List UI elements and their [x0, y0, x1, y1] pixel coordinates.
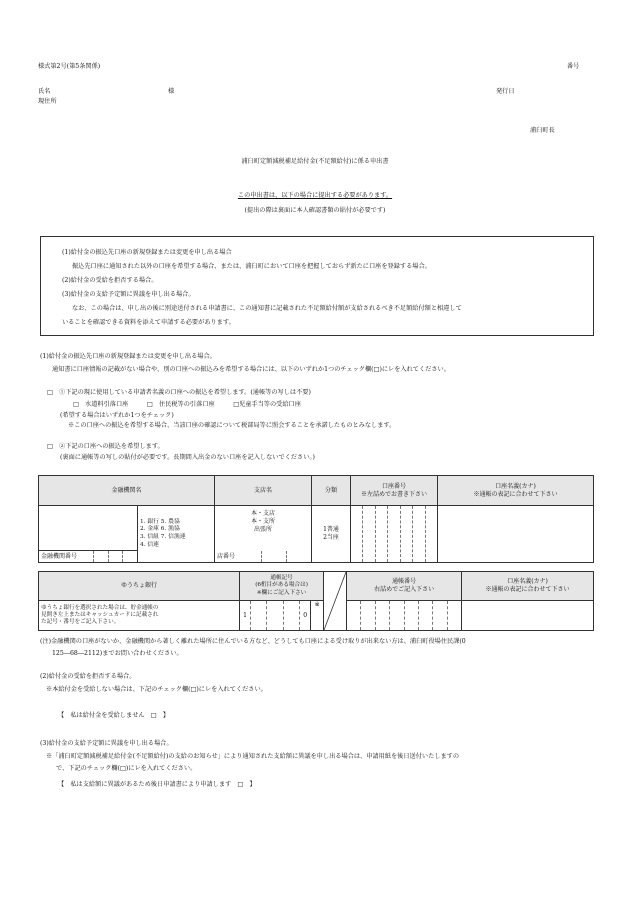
notice-line-5: なお、この場合は、申し出の後に別途送付される申請書に、この通知書に記載された不足額給付額が支給されるべき不足額給付額と相違して: [72, 305, 462, 312]
section2-heading: (2)給付金の受給を拒否する場合。: [40, 673, 136, 680]
yucho-account-header: [347, 572, 462, 601]
notice-line-6: いることを確認できる資料を添えて申請する必要があります。: [62, 319, 235, 326]
branch-name-field[interactable]: [215, 506, 312, 563]
bank-account-table: [38, 475, 594, 563]
yucho-code-field[interactable]: [240, 601, 311, 631]
option1-note: (希望する場合はいずれか1つをチェック): [60, 412, 174, 419]
section3-note-1: ※「浦臼町定額減税補足給付金(不足額給付)の支給のお知らせ」により通知された支給額に異議を申し出る場合は、申請用紙を後日送付いたしますの: [46, 753, 460, 760]
yucho-code-last: 0: [299, 601, 310, 630]
section1-note: 通知書に口座情報の記載がない場合や、別の口座への振込みを希望する場合には、以下のいずれか1つのチェック欄(□)にレを入れてください。: [52, 366, 450, 373]
number-label: 番号: [567, 63, 580, 70]
objection-checkbox[interactable]: 【 私は支給額に異議があるため後日申請書により申請します □ 】: [58, 781, 256, 788]
account-type-options[interactable]: 1普通 2当座: [312, 506, 351, 563]
branch-code-field[interactable]: [237, 551, 311, 562]
notice-line-4: (3)給付金の支給予定額に異議を申し出る場合。: [62, 291, 195, 298]
notice-line-2: 振込先口座に通知された以外の口座を希望する場合、または、浦臼町において口座を把握しておらず新たに口座を登録する場合。: [72, 263, 431, 270]
yucho-account-header-sub: 右詰めでご記入下さい: [374, 586, 435, 593]
yucho-sixth-digit-field[interactable]: [311, 601, 324, 631]
yucho-account-field[interactable]: [347, 601, 462, 631]
option2-note: (裏面に通帳等の写しの貼付が必要です。長期間入出金のない口座を記入しないでください。): [60, 454, 315, 461]
bank-type-options[interactable]: 1. 銀行 5. 農協 2. 金庫 6. 漁協 3. 信組 7. 信漁連 4. 信連: [138, 506, 215, 563]
branch-type-options[interactable]: 本・支店 本・支所 出張所: [250, 510, 275, 533]
section2-note: ※本給付金を受給しない場合は、下記のチェック欄(□)にレを入れてください。: [46, 686, 267, 693]
sama-label: 様: [168, 88, 175, 95]
option1-note2: ※この口座への振込を希望する場合、当該口座の確認について税部局等に照会することを承諾したものとみなします。: [68, 422, 396, 429]
section3-heading: (3)給付金の支給予定額に異議を申し出る場合。: [40, 740, 173, 747]
yucho-holder-header-label: 口座名義(カナ): [507, 578, 548, 586]
account-holder-field[interactable]: [438, 506, 594, 563]
section1-heading: (1)給付金の振込先口座の新規登録または変更を申し出る場合。: [40, 353, 216, 360]
note-after-tables: (注)金融機関の口座がないか、金融機関から著しく離れた場所に住んでいる方など、どうしても口座による受け取りが出来ない方は、浦臼町役場住民課(0: [40, 638, 466, 645]
branch-name-header: 支店名: [215, 476, 312, 506]
yucho-mark: ※: [314, 601, 320, 608]
yucho-account-header-label: 通帳番号: [392, 578, 417, 586]
document-title: 浦臼町定額減税補足給付金(不足額給付)に係る申出書: [241, 158, 389, 165]
yucho-diagonal-cell: [324, 572, 347, 631]
option2-checkbox[interactable]: □ ②下記の口座への振込を希望します。: [47, 443, 164, 450]
refuse-checkbox[interactable]: 【 私は給付金を受給しません □ 】: [58, 712, 170, 719]
bank-code-label: 金融機関番号: [41, 552, 78, 560]
section3-note-2: で、下記のチェック欄(□)にレを入れてください。: [56, 765, 197, 772]
note-after-tables-2: 125―68―2112)までお問い合わせください。: [52, 650, 183, 657]
diagonal-line-icon: [324, 572, 346, 630]
account-number-header: [351, 476, 438, 506]
notice-line-3: (2)給付金の受給を拒否する場合。: [62, 277, 158, 284]
account-holder-header: [438, 476, 594, 506]
intro-line-2: (提出の際は裏面に本人確認書類の貼付が必要です): [244, 207, 386, 214]
name-label: 氏名: [38, 88, 51, 95]
bank-name-header: 金融機関名: [39, 476, 215, 506]
yucho-holder-header: [462, 572, 594, 601]
yucho-code-header-label: 通帳記号: [270, 575, 293, 582]
issue-date-label: 発行日: [496, 88, 515, 95]
account-holder-header-label: 口座名義(カナ): [495, 482, 536, 490]
account-number-field[interactable]: [351, 506, 438, 563]
account-number-header-sub: ※左詰めでお書き下さい: [360, 490, 427, 498]
yucho-code-header-sub: (6桁目がある場合は) ※欄にご記入下さい: [255, 582, 308, 596]
issuer: 浦臼町長: [530, 127, 555, 134]
yucho-account-table: [38, 571, 594, 631]
yucho-code-header: [240, 572, 324, 601]
address-label: 現住所: [38, 98, 57, 105]
yucho-code-first: 1: [243, 611, 247, 619]
bank-code-field[interactable]: [79, 551, 137, 562]
intro-line-1: この申出書は、以下の場合に提出する必要があります。: [237, 192, 393, 199]
branch-code-label: 店番号: [217, 552, 236, 560]
yucho-holder-field[interactable]: [462, 601, 594, 631]
yucho-holder-header-sub: ※通帳の表記に合わせて下さい: [485, 586, 570, 593]
yucho-header: ゆうちょ銀行: [39, 572, 240, 601]
bank-name-field[interactable]: [39, 506, 138, 563]
option1-choices[interactable]: □ 水道料引落口座 □ 住民税等の引落口座 □児童手当等の受給口座: [73, 401, 301, 408]
form-number: 様式第2号(第5条関係): [38, 63, 101, 70]
yucho-description: ゆうちょ銀行を選択された場合は、貯金通帳の 見開き左上またはキャッシュカードに記載され た記号・番号をご記入下さい。: [39, 601, 240, 631]
account-number-header-label: 口座番号: [381, 482, 406, 490]
account-type-header: 分類: [312, 476, 351, 506]
notice-line-1: (1)給付金の振込先口座の新規登録または変更を申し出る場合: [62, 249, 232, 256]
account-holder-header-sub: ※通帳の表記に合わせて下さい: [473, 490, 558, 498]
option1-checkbox[interactable]: □ ①下記の現に使用している申請者名義の口座への振込を希望します。(通帳等の写しは不要): [47, 389, 311, 396]
